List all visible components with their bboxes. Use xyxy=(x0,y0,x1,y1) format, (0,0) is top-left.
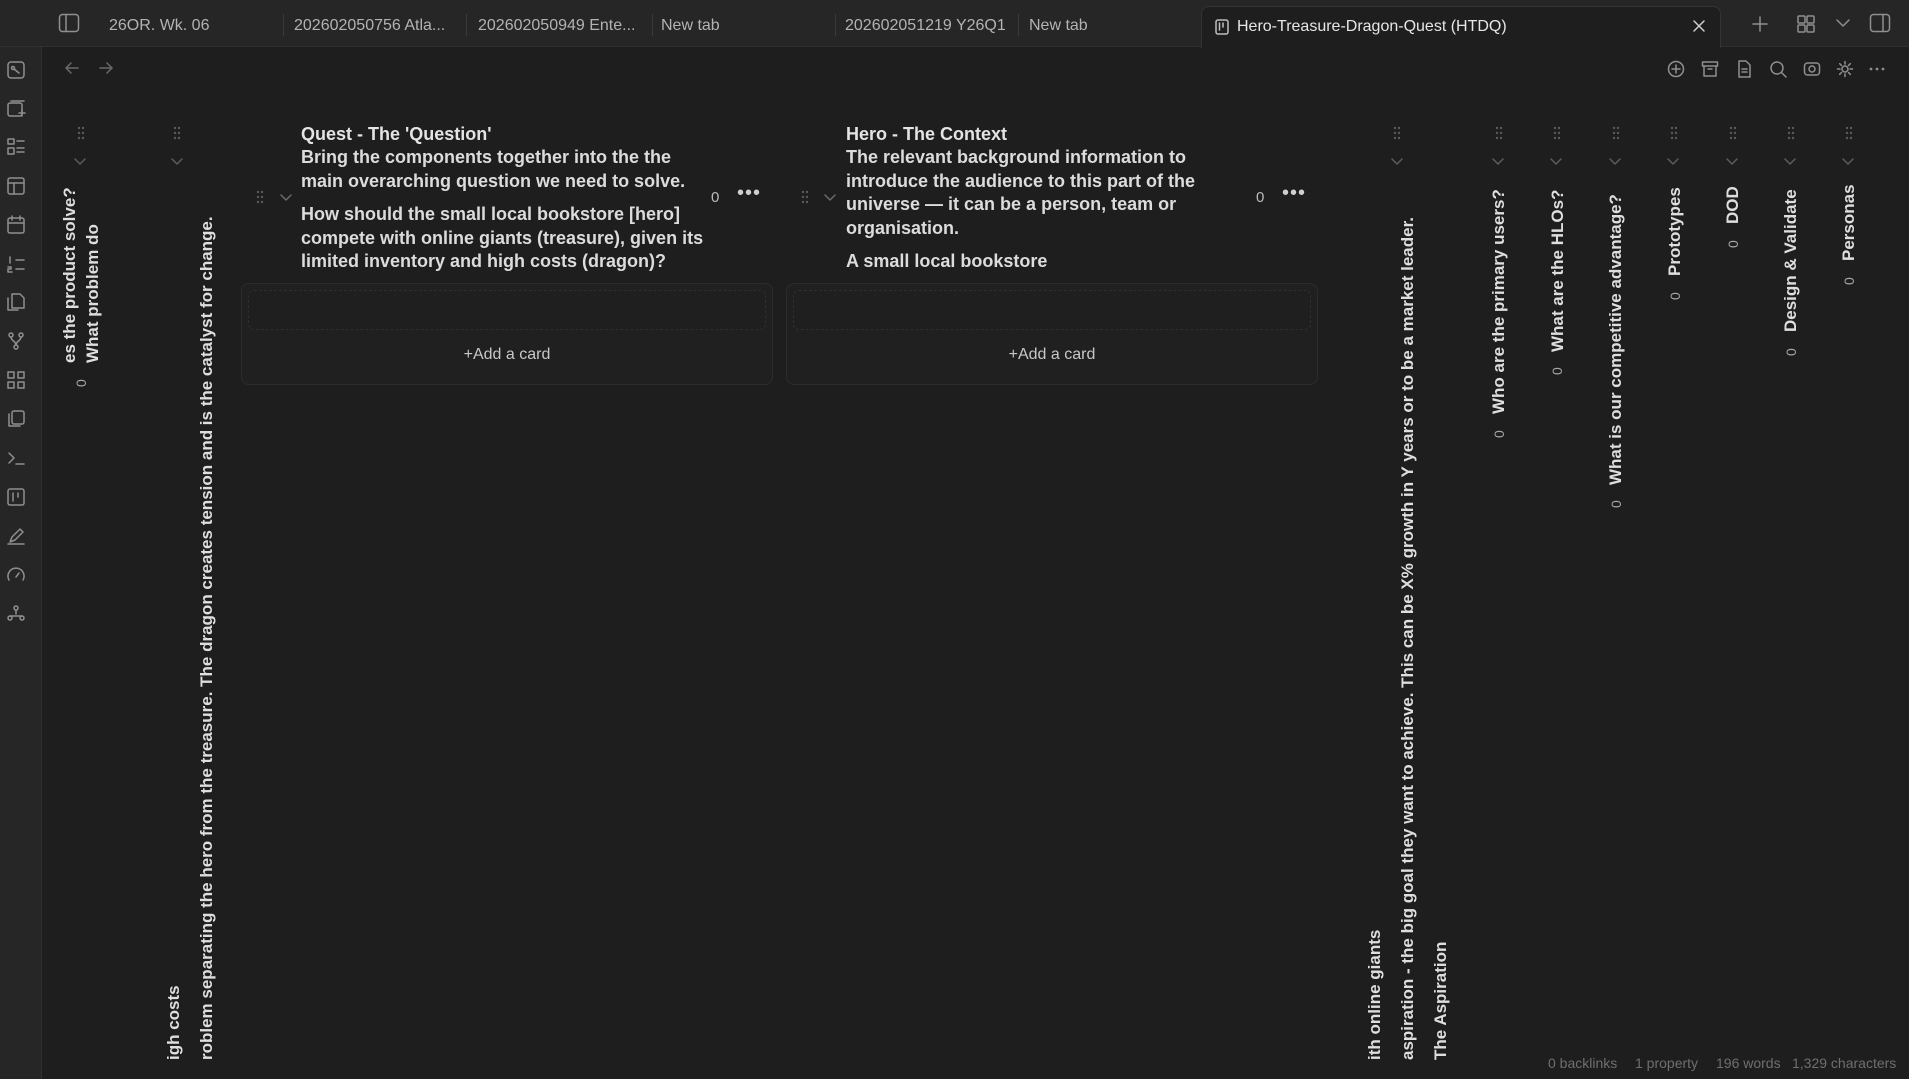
drag-handle-icon[interactable] xyxy=(1393,126,1401,140)
lane-description: Bring the components together into the the main overarching question we need to solve. xyxy=(301,147,686,191)
status-properties[interactable]: 1 property xyxy=(1635,1055,1699,1071)
tab-2[interactable]: 202602050756 Atla... xyxy=(294,17,446,34)
add-card-button[interactable]: +Add a card xyxy=(463,346,551,363)
lane-subtitle: igh costs xyxy=(164,985,183,1060)
chevron-down-icon[interactable] xyxy=(1725,157,1739,167)
templates-icon[interactable] xyxy=(6,176,26,196)
lane-count: 0 xyxy=(711,189,720,206)
archive-icon[interactable] xyxy=(1701,60,1719,78)
lane-cards xyxy=(241,283,773,385)
chevron-down-icon[interactable] xyxy=(73,157,87,167)
drag-handle-icon[interactable] xyxy=(1670,126,1678,140)
status-backlinks[interactable]: 0 backlinks xyxy=(1548,1055,1618,1071)
tab-list-icon[interactable] xyxy=(1797,15,1815,33)
lane-title: What is our competitive advantage? xyxy=(1606,194,1625,485)
drag-handle-icon[interactable] xyxy=(801,190,809,204)
lane-body: How should the small local bookstore [hero] compete with online giants (treasure), given its limited inventory and high costs (dragon)? xyxy=(301,204,704,271)
chevron-down-icon[interactable] xyxy=(1835,17,1851,29)
close-icon[interactable] xyxy=(1692,19,1706,33)
tab-6[interactable]: New tab xyxy=(1029,17,1088,34)
chevron-down-icon[interactable] xyxy=(1666,157,1680,167)
drag-handle-icon[interactable] xyxy=(256,190,264,204)
chevron-down-icon[interactable] xyxy=(1783,157,1797,167)
terminal-icon[interactable] xyxy=(6,448,26,468)
drag-handle-icon[interactable] xyxy=(1845,126,1853,140)
forward-arrow-icon[interactable] xyxy=(98,61,114,75)
drag-handle-icon[interactable] xyxy=(1729,126,1737,140)
lane-text: ith online giants xyxy=(1365,929,1384,1060)
tab-bar xyxy=(0,0,1909,47)
gauge-icon[interactable] xyxy=(6,565,26,585)
lane-count: 0 xyxy=(1549,367,1565,375)
sidebar-toggle-icon[interactable] xyxy=(58,13,80,33)
more-options-icon[interactable]: ••• xyxy=(737,182,762,204)
git-icon[interactable] xyxy=(6,331,26,351)
chevron-down-icon[interactable] xyxy=(1841,157,1855,167)
lane-title[interactable]: Hero - The Context xyxy=(846,124,1008,144)
chevron-down-icon[interactable] xyxy=(1608,157,1622,167)
network-icon[interactable] xyxy=(6,604,26,624)
lane-title: aspiration - the big goal they want to achieve. This can be X% growth in Y years or to be a market leader. xyxy=(1398,217,1417,1060)
card-drop-zone[interactable] xyxy=(248,290,766,330)
lane-title: Personas xyxy=(1839,184,1858,261)
chevron-down-icon[interactable] xyxy=(1491,157,1505,167)
tab-1[interactable]: 26OR. Wk. 06 xyxy=(109,17,210,34)
card-drop-zone[interactable] xyxy=(793,290,1311,330)
drag-handle-icon[interactable] xyxy=(1787,126,1795,140)
new-tab-icon[interactable] xyxy=(1751,15,1769,33)
lane-title: Who are the primary users? xyxy=(1489,189,1508,414)
chevron-down-icon[interactable] xyxy=(170,157,184,167)
drag-handle-icon[interactable] xyxy=(1553,126,1561,140)
lane-description: The relevant background information to introduce the audience to this part of the universe — it can be a person, team or organisation. xyxy=(846,147,1196,238)
right-sidebar-toggle-icon[interactable] xyxy=(1869,13,1891,33)
new-note-icon[interactable] xyxy=(6,99,26,119)
kanban-doc-icon xyxy=(1215,19,1229,35)
lane-body: A small local bookstore xyxy=(846,251,1048,271)
status-characters: 1,329 characters xyxy=(1792,1055,1897,1071)
daily-note-icon[interactable] xyxy=(6,215,26,235)
lane-title: DOD xyxy=(1723,186,1742,224)
pen-icon[interactable] xyxy=(6,526,26,546)
drag-handle-icon[interactable] xyxy=(1612,126,1620,140)
lane-title: Prototypes xyxy=(1665,187,1684,276)
graph-icon[interactable] xyxy=(6,60,26,80)
markdown-icon[interactable] xyxy=(1735,60,1753,78)
lane-count: 0 xyxy=(1491,430,1507,438)
chevron-down-icon[interactable] xyxy=(1390,157,1404,167)
drag-handle-icon[interactable] xyxy=(173,126,181,140)
lane-count: 0 xyxy=(73,379,89,387)
more-options-icon[interactable]: ••• xyxy=(1282,182,1307,204)
drag-handle-icon[interactable] xyxy=(1495,126,1503,140)
dashboard-icon[interactable] xyxy=(6,370,26,390)
more-icon[interactable] xyxy=(1868,64,1886,74)
lane-count: 0 xyxy=(1841,277,1857,285)
add-icon[interactable] xyxy=(1667,60,1685,78)
lane-subtitle: The Aspiration xyxy=(1431,941,1450,1060)
lane-count: 0 xyxy=(1256,189,1265,206)
tab-4[interactable]: New tab xyxy=(661,17,720,34)
tab-active[interactable] xyxy=(1201,6,1721,48)
chevron-down-icon[interactable] xyxy=(823,193,837,203)
back-arrow-icon[interactable] xyxy=(64,61,80,75)
files-icon[interactable] xyxy=(6,409,26,429)
kanban-icon[interactable] xyxy=(6,487,26,507)
status-words: 196 words xyxy=(1716,1055,1781,1071)
copy-doc-icon[interactable] xyxy=(6,292,26,312)
outline-icon[interactable] xyxy=(6,137,26,157)
settings-icon[interactable] xyxy=(1836,60,1854,78)
lane-title: Design & Validate xyxy=(1781,189,1800,332)
tab-5[interactable]: 202602051219 Y26Q1 xyxy=(845,17,1006,34)
search-icon[interactable] xyxy=(1769,60,1787,78)
lane-count: 0 xyxy=(1725,240,1741,248)
left-ribbon xyxy=(0,47,42,1079)
chevron-down-icon[interactable] xyxy=(279,193,293,203)
lane-title: roblem separating the hero from the treasure. The dragon creates tension and is the catalyst for change. xyxy=(197,216,216,1060)
board-view-icon[interactable] xyxy=(1803,60,1821,78)
add-card-button[interactable]: +Add a card xyxy=(1008,346,1096,363)
numbered-list-icon[interactable] xyxy=(6,254,26,274)
lane-count: 0 xyxy=(1783,348,1799,356)
lane-count: 0 xyxy=(1667,292,1683,300)
lane-title[interactable]: Quest - The 'Question' xyxy=(301,124,492,144)
lane-cards xyxy=(786,283,1318,385)
lane-title: What are the HLOs? xyxy=(1548,189,1567,352)
drag-handle-icon[interactable] xyxy=(77,126,85,140)
tab-active-label: Hero-Treasure-Dragon-Quest (HTDQ) xyxy=(1237,18,1507,35)
tab-3[interactable]: 202602050949 Ente... xyxy=(478,17,636,34)
chevron-down-icon[interactable] xyxy=(1549,157,1563,167)
lane-count: 0 xyxy=(1608,500,1624,508)
lane-title: es the product solve? xyxy=(60,187,79,363)
lane-subtitle: What problem do xyxy=(83,224,102,363)
